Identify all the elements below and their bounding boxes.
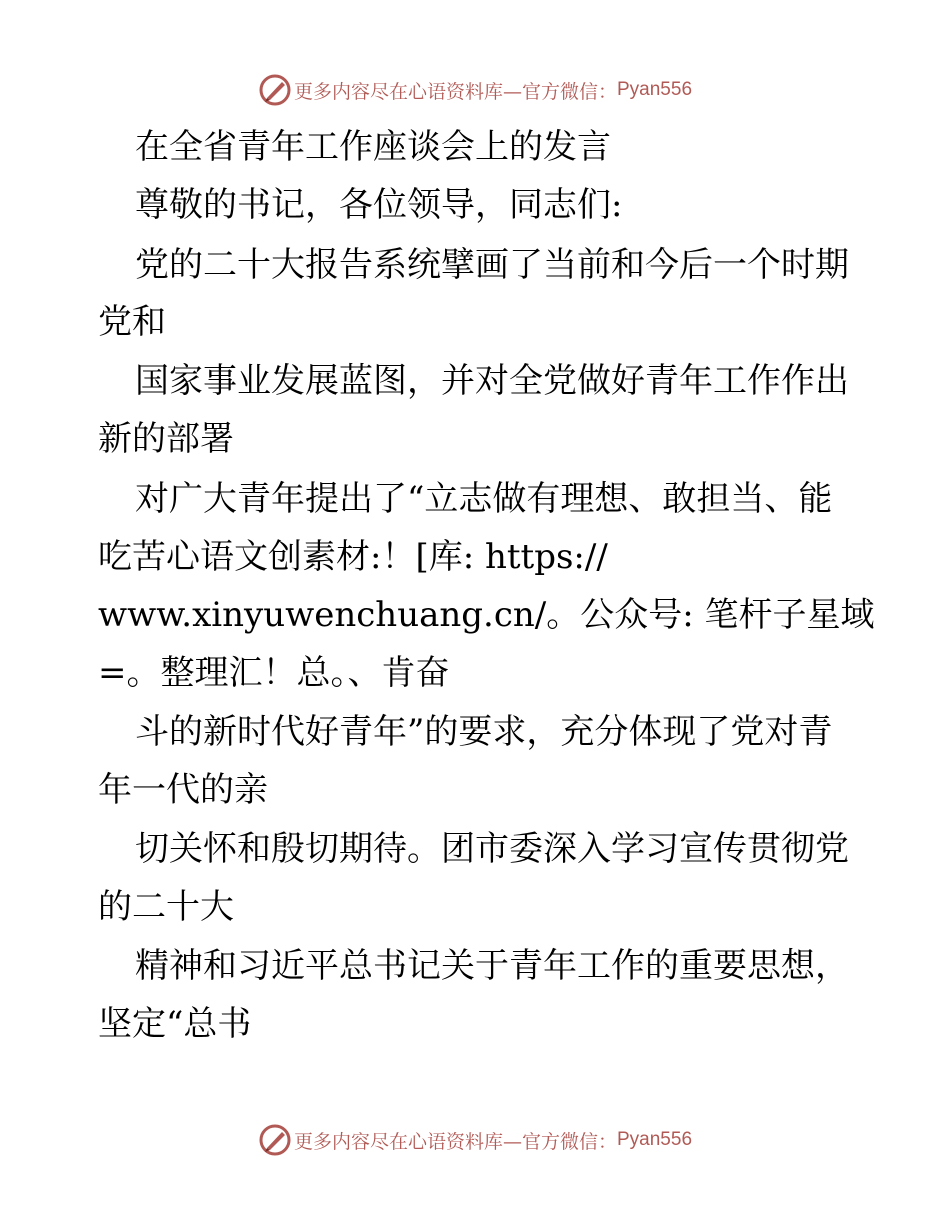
watermark-id: Pyan556 (617, 79, 693, 100)
paragraph-line: 党的二十大报告系统擘画了当前和今后一个时期 (135, 245, 849, 285)
doc-title: 在全省青年工作座谈会上的发言 (135, 127, 611, 167)
paragraph-line: 党和 (98, 302, 166, 342)
watermark-id: Pyan556 (617, 1129, 693, 1150)
paragraph-line: www.xinyuwenchuang.cn/。公众号: 笔杆子星域 (98, 595, 875, 635)
pen-logo-icon (258, 73, 292, 107)
paragraph-line: 精神和习近平总书记关于青年工作的重要思想， (135, 946, 849, 986)
paragraph-line: 对广大青年提出了“立志做有理想、敢担当、能 (135, 479, 833, 519)
paragraph-line: 年一代的亲 (98, 770, 268, 810)
salutation: 尊敬的书记，各位领导，同志们: (135, 185, 623, 225)
header-watermark (0, 70, 950, 110)
paragraph-line: 坚定“总书 (98, 1004, 252, 1044)
paragraph-line: 国家事业发展蓝图，并对全党做好青年工作作出 (135, 361, 849, 401)
pen-logo-icon (258, 1123, 292, 1157)
watermark-text: 更多内容尽在心语资料库—官方微信： (293, 1130, 617, 1153)
paragraph-line: 的二十大 (98, 887, 234, 927)
paragraph-line: 斗的新时代好青年”的要求，充分体现了党对青 (135, 712, 833, 752)
footer-watermark (0, 1120, 950, 1160)
watermark-text: 更多内容尽在心语资料库—官方微信： (293, 80, 617, 103)
paragraph-line: =。整理汇！总。、肯奋 (98, 653, 450, 693)
paragraph-line: 新的部署 (98, 419, 234, 459)
paragraph-line: 吃苦心语文创素材:！[库: https:// (98, 537, 608, 577)
paragraph-line: 切关怀和殷切期待。团市委深入学习宣传贯彻党 (135, 829, 849, 869)
